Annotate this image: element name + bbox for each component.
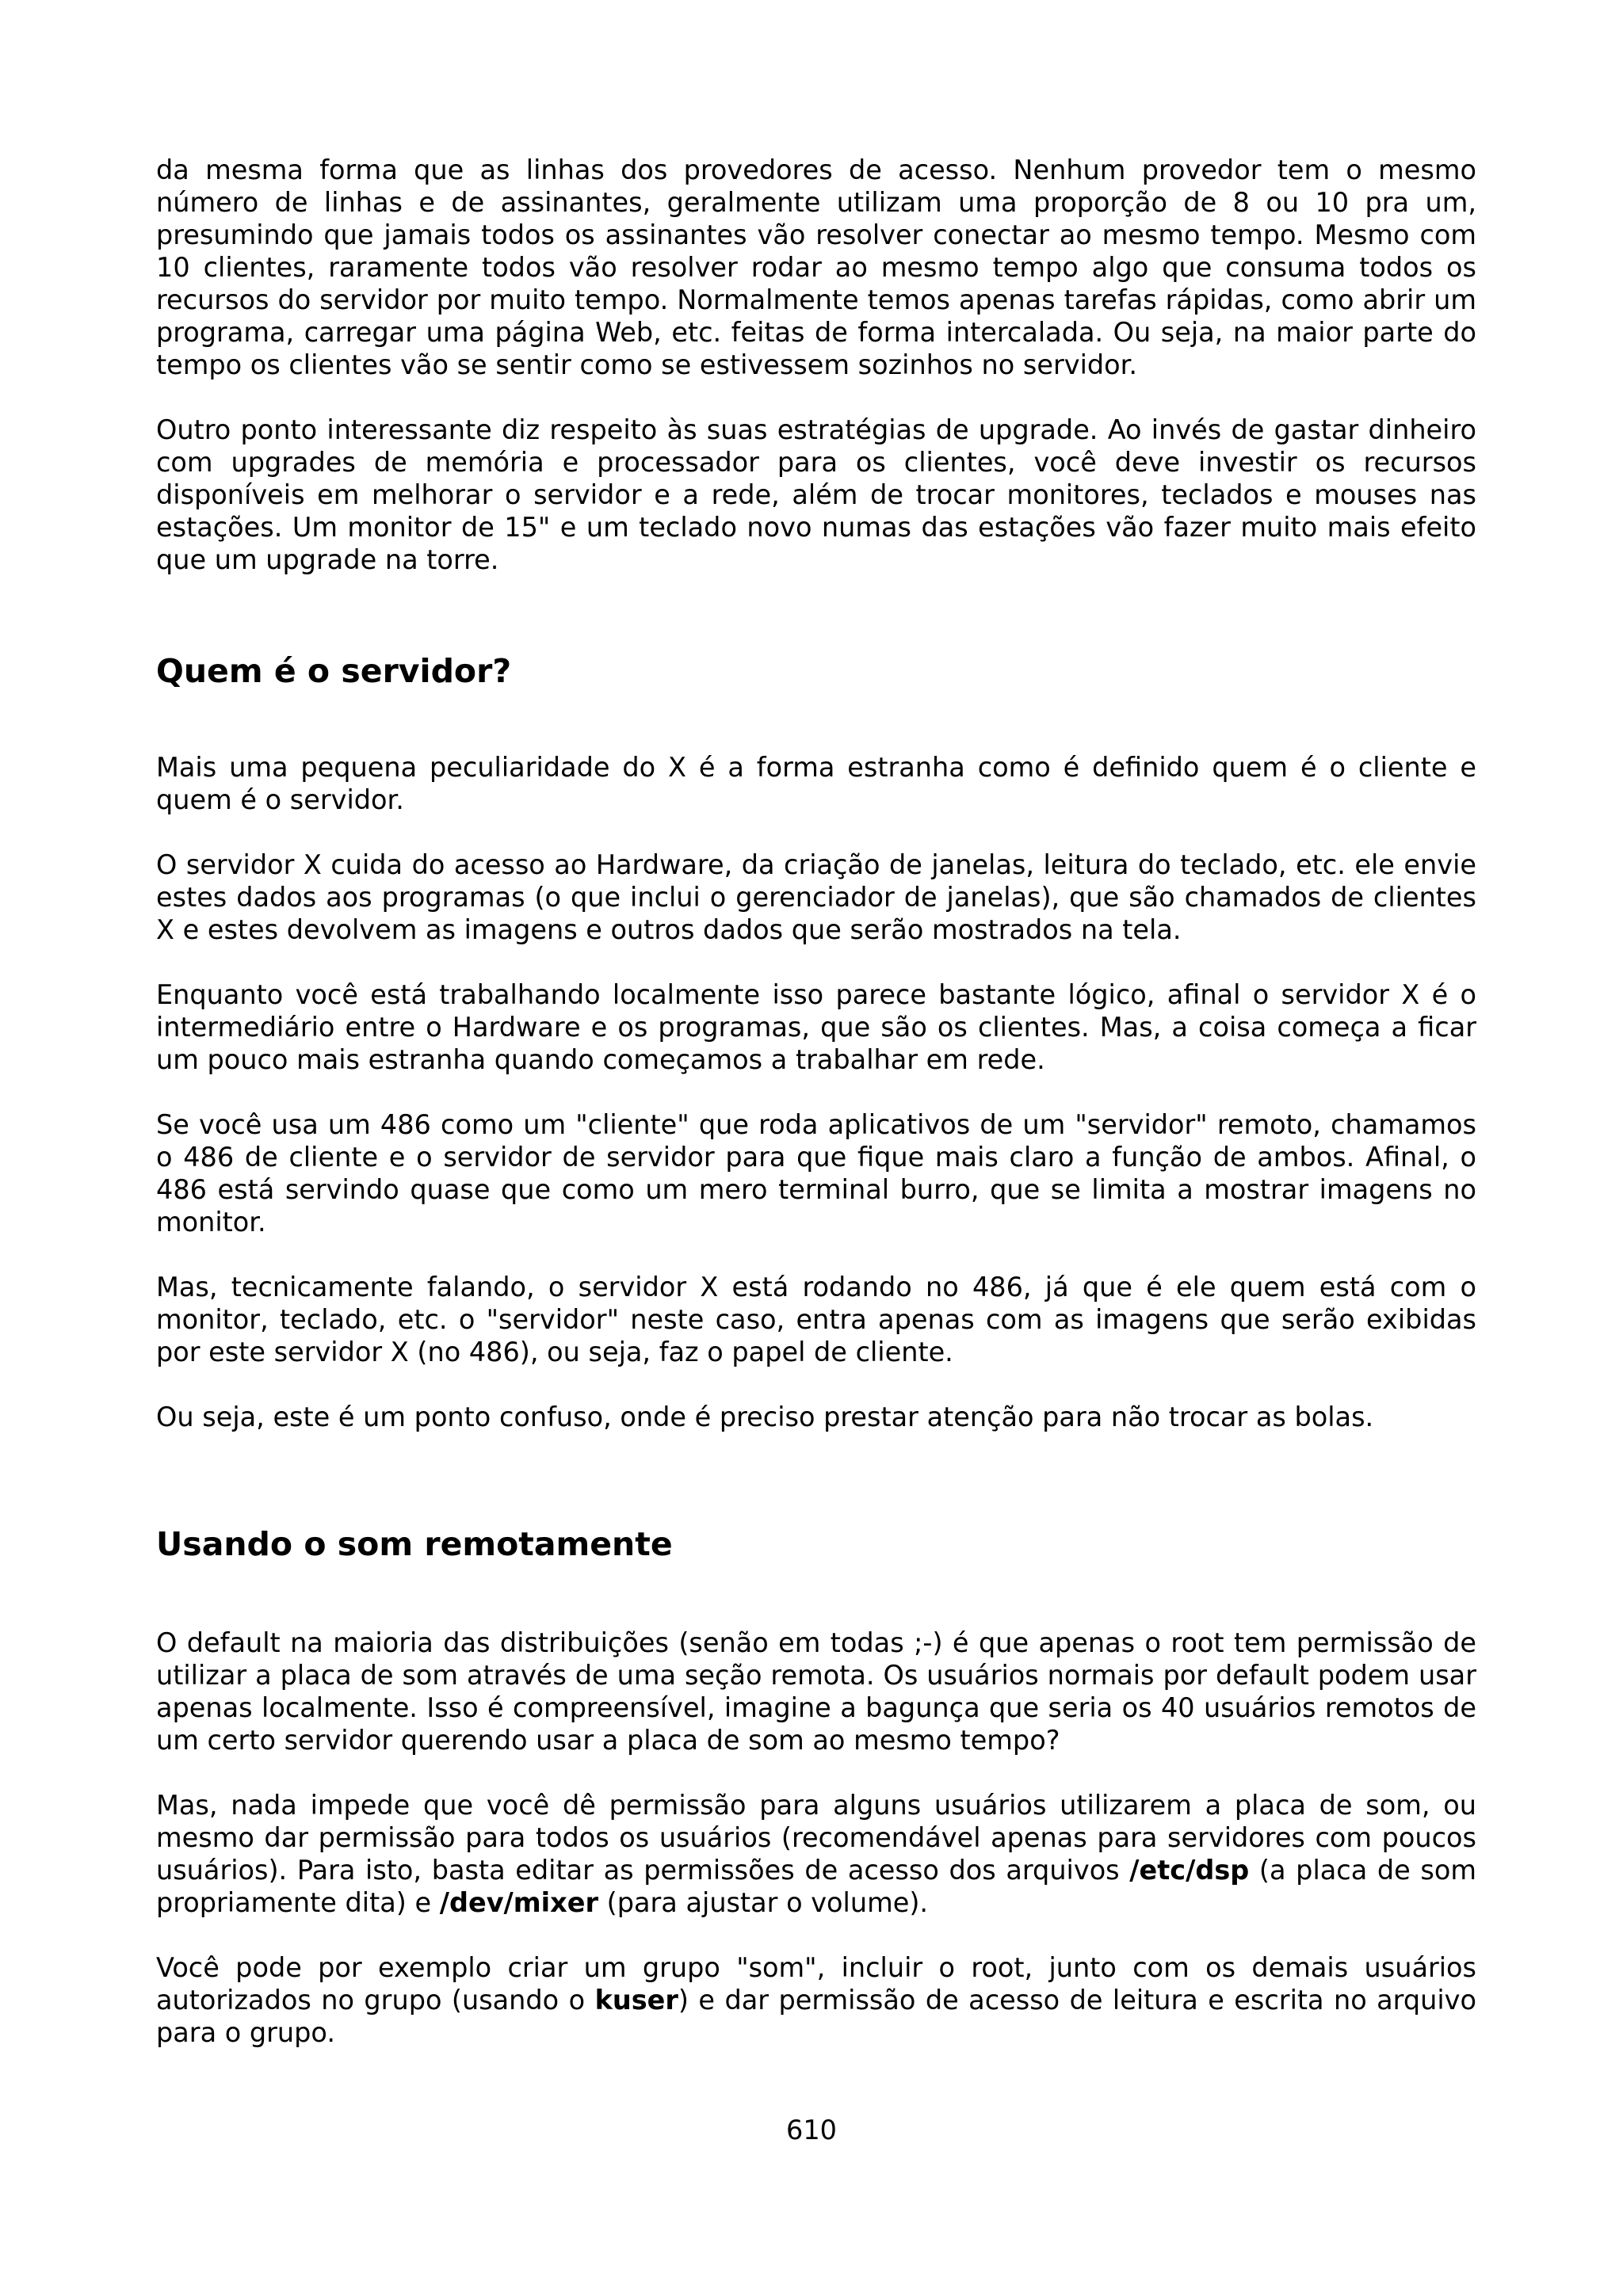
intro-paragraph-2: Outro ponto interessante diz respeito às suas estratégias de upgrade. Ao invés de gastar dinheiro com upgrades de memória e processador para os clientes, você deve investir os recursos disponíveis em melhorar o servidor e a rede, além de trocar monitores, teclados e mouses nas estações. Um monitor de 15" e um teclado novo numas das estações vão fazer muito mais efeito que um upgrade na torre. [156, 414, 1476, 575]
som-paragraph-3 [156, 1951, 1476, 2049]
som-p2-text-a: Mas, nada impede que você dê permissão para alguns usuários utilizarem a placa de som, ou mesmo dar permissão para todos os usuários (recomendável apenas para servidores com poucos usuários). Para isto, basta editar as permissões de acesso dos arquivos [156, 1790, 1476, 1886]
som-p2-text-b: (a placa de som propriamente dita) e [156, 1855, 1476, 1918]
servidor-paragraph-6: Ou seja, este é um ponto confuso, onde é preciso prestar atenção para não trocar as bolas. [156, 1402, 1374, 1432]
servidor-paragraph-1: Mais uma pequena peculiaridade do X é a forma estranha como é definido quem é o cliente e quem é o servidor. [156, 752, 1476, 815]
file-path-dsp: /etc/dsp [1129, 1855, 1250, 1886]
page-number: 610 [786, 2115, 837, 2145]
section-heading-servidor: Quem é o servidor? [156, 652, 512, 690]
som-p3-text-b: ) e dar permissão de acesso de leitura e escrita no arquivo para o grupo. [156, 1985, 1476, 2048]
intro-paragraph-1: da mesma forma que as linhas dos provedores de acesso. Nenhum provedor tem o mesmo número de linhas e de assinantes, geralmente utilizam uma proporção de 8 ou 10 pra um, presumindo que jamais todos os assinantes vão resolver conectar ao mesmo tempo. Mesmo com 10 clientes, raramente todos vão resolver rodar ao mesmo tempo algo que consuma todos os recursos do servidor por muito tempo. Normalmente temos apenas tarefas rápidas, como abrir um programa, carregar uma página Web, etc. feitas de forma intercalada. Ou seja, na maior parte do tempo os clientes vão se sentir como se estivessem sozinhos no servidor. [156, 154, 1476, 380]
som-p3-text-a: Você pode por exemplo criar um grupo "som", incluir o root, junto com os demais usuários autorizados no grupo (usando o [156, 1952, 1476, 2016]
servidor-paragraph-5: Mas, tecnicamente falando, o servidor X está rodando no 486, já que é ele quem está com o monitor, teclado, etc. o "servidor" neste caso, entra apenas com as imagens que serão exibidas por este servidor X (no 486), ou seja, faz o papel de cliente. [156, 1272, 1476, 1367]
som-paragraph-1: O default na maioria das distribuições (senão em todas ;-) é que apenas o root tem permissão de utilizar a placa de som através de uma seção remota. Os usuários normais por default podem usar apenas localmente. Isso é compreensível, imagine a bagunça que seria os 40 usuários remotos de um certo servidor querendo usar a placa de som ao mesmo tempo? [156, 1627, 1476, 1756]
page-content [156, 154, 1476, 2049]
servidor-paragraph-2: O servidor X cuida do acesso ao Hardware, da criação de janelas, leitura do teclado, etc. ele envie estes dados aos programas (o que inclui o gerenciador de janelas), que são chamados de clientes X e estes devolvem as imagens e outros dados que serão mostrados na tela. [156, 849, 1476, 945]
file-path-mixer: /dev/mixer [439, 1887, 599, 1918]
servidor-paragraph-4: Se você usa um 486 como um "cliente" que roda aplicativos de um "servidor" remoto, chamamos o 486 de cliente e o servidor de servidor para que fique mais claro a função de ambos. Afinal, o 486 está servindo quase que como um mero terminal burro, que se limita a mostrar imagens no monitor. [156, 1109, 1476, 1238]
som-p2-text-c: (para ajustar o volume). [598, 1887, 929, 1918]
som-paragraph-2 [156, 1789, 1476, 1919]
command-kuser: kuser [594, 1985, 678, 2016]
section-heading-som: Usando o som remotamente [156, 1525, 673, 1563]
servidor-paragraph-3: Enquanto você está trabalhando localmente isso parece bastante lógico, afinal o servidor X é o intermediário entre o Hardware e os programas, que são os clientes. Mas, a coisa começa a ficar um pouco mais estranha quando começamos a trabalhar em rede. [156, 979, 1476, 1075]
